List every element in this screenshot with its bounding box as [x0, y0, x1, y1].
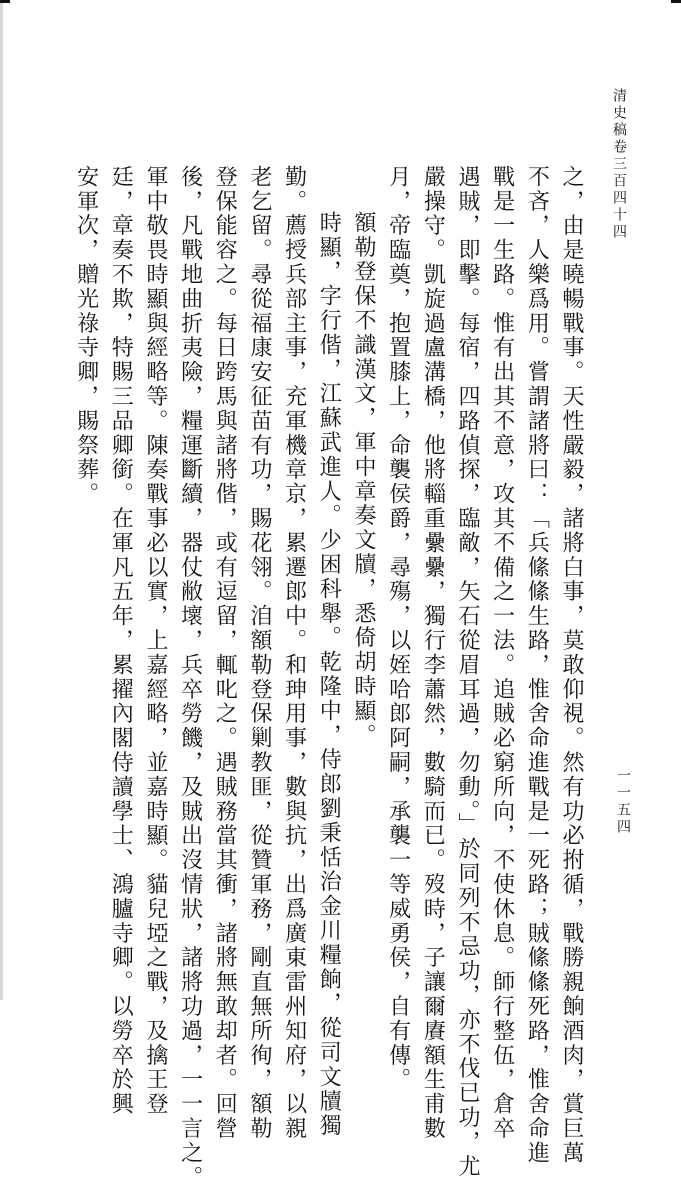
- text-column: 月，帝臨奠，抱置膝上，命襲侯爵，尋殤，以姪哈郎阿嗣，承襲一等威勇侯，自有傳。: [385, 165, 411, 1093]
- text-column: 登保能容之。每日跨馬與諸將偕，或有逗留，輒叱之。遇賊務當其衝，諸將無敢却者。回營: [212, 165, 238, 1141]
- text-column: 嚴操守。凱旋過盧溝橋，他將輜重纍纍，獨行李蕭然，數騎而已。歿時，子讓爾賡額生甫數: [420, 165, 446, 1141]
- text-column: 軍中敬畏時顯與經略等。陳奏戰事必以實，上嘉經略，並嘉時顯。貓兒埡之戰，及擒王登: [142, 165, 168, 1117]
- text-column: 不吝，人樂爲用。嘗謂諸將曰：「兵絛絛生路，惟舍命進戰是一死路；賊絛絛死路，惟舍命進: [524, 165, 550, 1166]
- vertical-text-body: [70, 165, 590, 1190]
- text-column: 後，凡戰地曲折夷險，糧運斷續，器仗敝壞，兵卒勞饑，及賊出沒情狀，諸將功過，一一言之。: [177, 165, 203, 1190]
- corner-mark-right: [671, 0, 681, 3]
- text-column: 額勒登保不識漢文，軍中章奏文牘，悉倚胡時顯。: [350, 211, 376, 748]
- text-column: 之，由是曉暢戰事。天性嚴毅，諸將白事，莫敢仰視。然有功必拊循，戰勝親餉酒肉，賞巨萬: [559, 165, 584, 1166]
- text-column: 安軍次，贈光祿寺卿，賜祭葬。: [73, 165, 99, 507]
- corner-mark-left: [0, 0, 10, 3]
- text-column: 戰是一生路。惟有出其不意，攻其不備之一法。追賊必窮所向，不使休息。師行整伍，倉卒: [489, 165, 515, 1141]
- page-edge: [0, 0, 3, 1000]
- text-column: 遇賊，即擊。每宿，四路偵探，臨敵，矢石從眉耳過，勿動。」於同列不忌功，亦不伐已功，尤: [454, 165, 480, 1179]
- running-header-title: 清史稿卷三百四十四: [611, 88, 627, 241]
- text-column: 老乞留。尋從福康安征苗有功，賜花翎。洎額勒登保剿教匪，從贊軍務，剛直無所徇，額勒: [246, 165, 272, 1141]
- text-column: 廷，章奏不欺，特賜三品卿銜。在軍凡五年，累擢內閣侍讀學士、鴻臚寺卿。以勞卒於興: [108, 165, 134, 1117]
- text-column: 勤。薦授兵部主事，充軍機章京，累遷郎中。和珅用事，數與抗，出爲廣東雷州知府，以親: [281, 165, 307, 1141]
- text-column: 時顯，字行偕，江蘇武進人。少困科舉。乾隆中，侍郎劉秉恬治金川糧餉，從司文牘獨: [316, 211, 342, 1139]
- page-number: 一一五四: [615, 768, 631, 836]
